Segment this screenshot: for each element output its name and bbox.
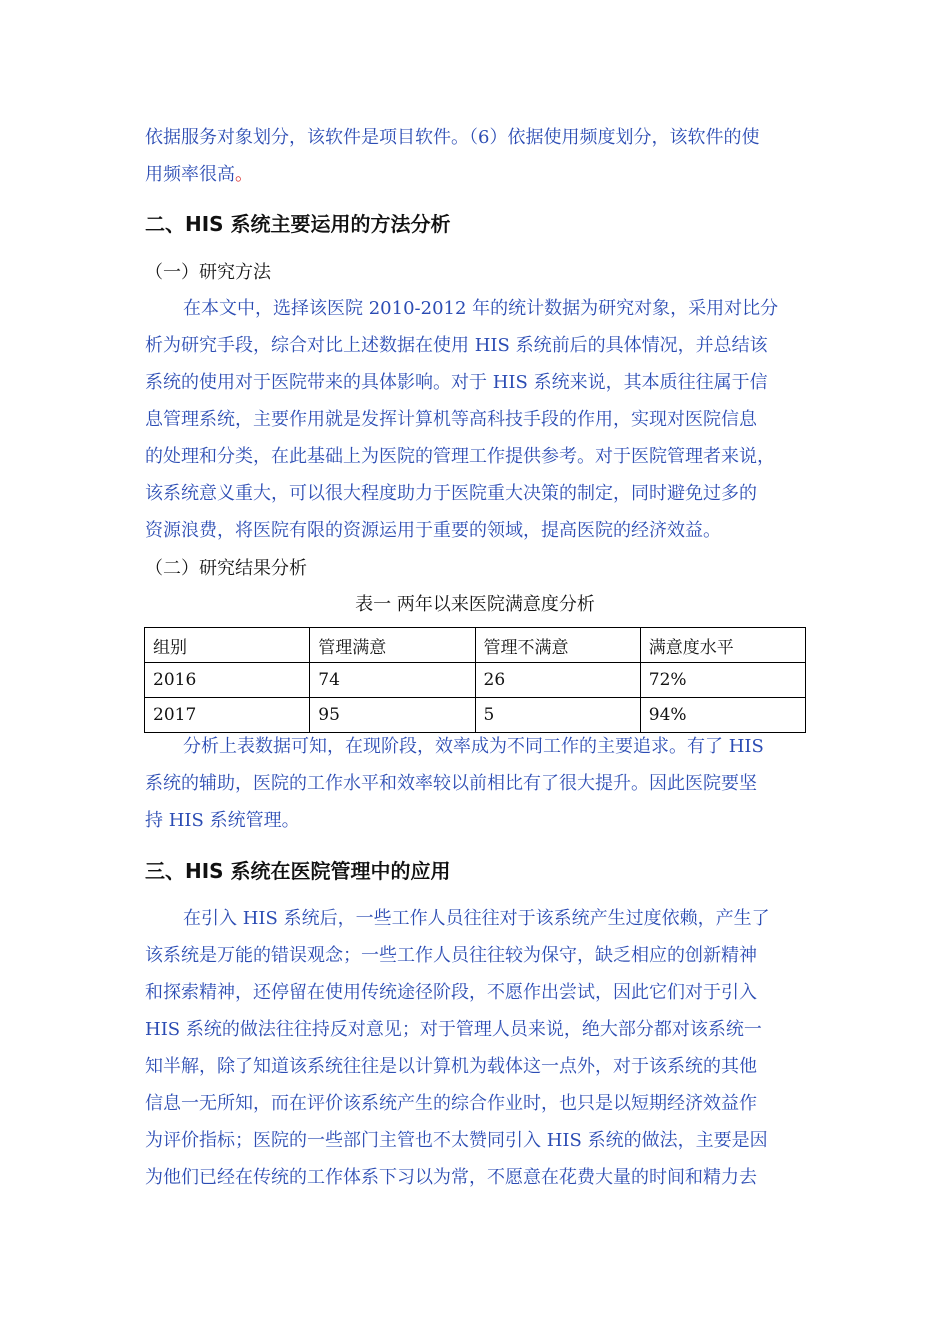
- table-caption: 表一 两年以来医院满意度分析: [355, 594, 595, 615]
- intro-line-2-period: 。: [235, 164, 253, 185]
- intro-line-1: 依据服务对象划分，该软件是项目软件。（6）依据使用频度划分，该软件的使: [145, 127, 760, 148]
- application-paragraph-line: 和探索精神，还停留在使用传统途径阶段，不愿作出尝试，因此它们对于引入: [145, 982, 757, 1003]
- table-cell: 2017: [145, 698, 310, 733]
- section-2-heading: 二、HIS 系统主要运用的方法分析: [145, 212, 451, 236]
- table-cell: 5: [475, 698, 640, 733]
- table-header-cell: 满意度水平: [640, 628, 805, 663]
- analysis-paragraph-line: 系统的辅助，医院的工作水平和效率较以前相比有了很大提升。因此医院要坚: [145, 773, 757, 794]
- table-header-row: [145, 628, 806, 663]
- method-paragraph-line: 的处理和分类，在此基础上为医院的管理工作提供参考。对于医院管理者来说，: [145, 446, 775, 467]
- table-cell: 72%: [640, 663, 805, 698]
- application-paragraph-line: 该系统是万能的错误观念；一些工作人员往往较为保守，缺乏相应的创新精神: [145, 945, 757, 966]
- table-cell: 2016: [145, 663, 310, 698]
- application-paragraph-line: 在引入 HIS 系统后，一些工作人员往往对于该系统产生过度依赖，产生了: [183, 908, 770, 929]
- table-header-cell: 组别: [145, 628, 310, 663]
- application-paragraph-line: 为他们已经在传统的工作体系下习以为常，不愿意在花费大量的时间和精力去: [145, 1167, 757, 1188]
- method-paragraph-line: 该系统意义重大，可以很大程度助力于医院重大决策的制定，同时避免过多的: [145, 483, 757, 504]
- analysis-paragraph-line: 分析上表数据可知，在现阶段，效率成为不同工作的主要追求。有了 HIS: [183, 736, 764, 757]
- subsection-result-analysis: （二）研究结果分析: [145, 558, 307, 579]
- intro-line-2: [145, 163, 253, 187]
- method-paragraph-line: 资源浪费，将医院有限的资源运用于重要的领域，提高医院的经济效益。: [145, 520, 721, 541]
- application-paragraph-line: 信息一无所知，而在评价该系统产生的综合作业时，也只是以短期经济效益作: [145, 1093, 757, 1114]
- intro-line-2-text: 用频率很高: [145, 164, 235, 185]
- table-header-cell: 管理满意: [310, 628, 475, 663]
- application-paragraph-line: 知半解，除了知道该系统往往是以计算机为载体这一点外，对于该系统的其他: [145, 1056, 757, 1077]
- table-cell: 95: [310, 698, 475, 733]
- satisfaction-table: [144, 627, 806, 733]
- analysis-paragraph-line: 持 HIS 系统管理。: [145, 810, 300, 831]
- method-paragraph-line: 析为研究手段，综合对比上述数据在使用 HIS 系统前后的具体情况，并总结该: [145, 335, 768, 356]
- table-header-cell: 管理不满意: [475, 628, 640, 663]
- table-row: [145, 698, 806, 733]
- method-paragraph-line: 在本文中，选择该医院 2010-2012 年的统计数据为研究对象，采用对比分: [183, 298, 779, 319]
- application-paragraph-line: 为评价指标；医院的一些部门主管也不太赞同引入 HIS 系统的做法，主要是因: [145, 1130, 768, 1151]
- subsection-research-method: （一）研究方法: [145, 262, 271, 283]
- method-paragraph-line: 系统的使用对于医院带来的具体影响。对于 HIS 系统来说，其本质往往属于信: [145, 372, 768, 393]
- application-paragraph-line: HIS 系统的做法往往持反对意见；对于管理人员来说，绝大部分都对该系统一: [145, 1019, 762, 1040]
- table-cell: 94%: [640, 698, 805, 733]
- table-cell: 74: [310, 663, 475, 698]
- section-3-heading: 三、HIS 系统在医院管理中的应用: [145, 859, 451, 883]
- method-paragraph-line: 息管理系统，主要作用就是发挥计算机等高科技手段的作用，实现对医院信息: [145, 409, 757, 430]
- table-row: [145, 663, 806, 698]
- table-cell: 26: [475, 663, 640, 698]
